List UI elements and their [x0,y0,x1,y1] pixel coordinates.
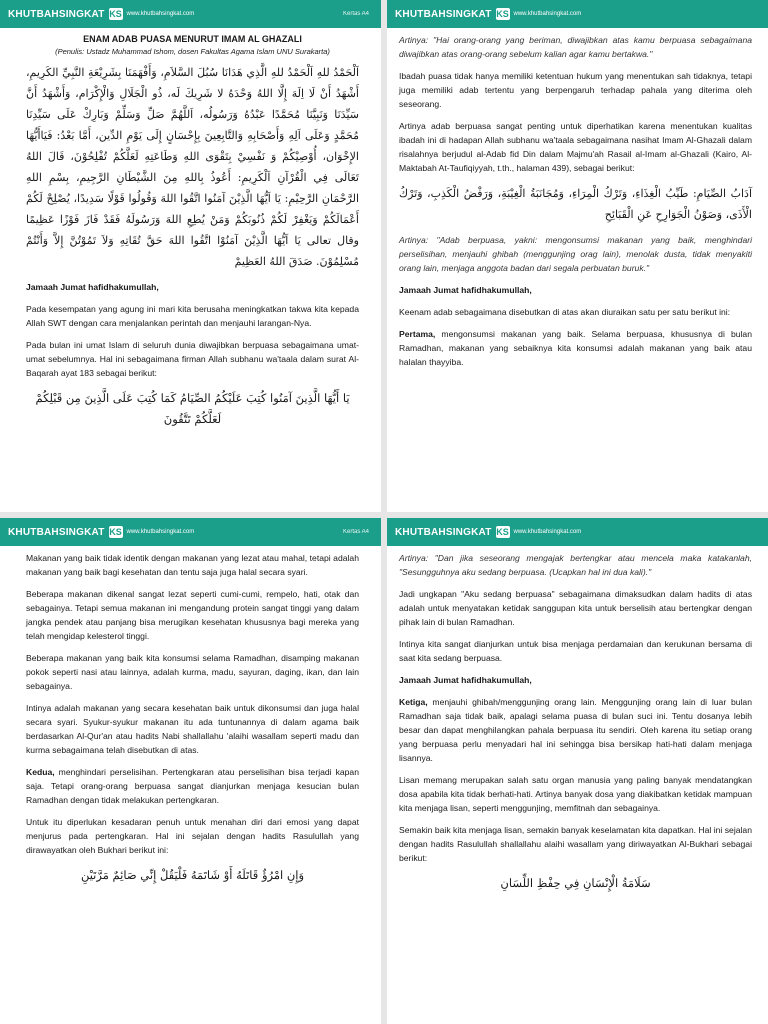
paragraph-third-adab [399,695,752,765]
logo-mark-icon: KS [496,9,509,19]
translation: Artinya: "Dan jika seseorang mengajak bertengkar atau mencela maka katakanlah, "Sesungguhnya aku sedang berpuasa. (Ucapkan hal ini dua kali)." [399,553,752,577]
page-3 [0,518,381,1024]
site-logo[interactable] [395,526,581,538]
logo-text: KHUTBAHSINGKAT [8,8,105,20]
paragraph: Lisan memang merupakan salah satu organ manusia yang paling banyak mendatangkan dosa apabila kita tidak berhati-hati. Artinya banyak dosa yang diakibatkan ketidak mampuan kita menjaga lisan, seperti menggunjing, memfitnah dan sebagainya. [399,775,752,813]
arabic-verse: يَا أَيُّهَا الَّذِينَ آمَنُوا كُتِبَ عَلَيْكُمُ الصِّيَامُ كَمَا كُتِبَ عَلَى الَّذِينَ مِن قَبْلِكُمْ لَعَلَّكُمْ تَتَّقُونَ [35,391,350,426]
paragraph: Pada kesempatan yang agung ini mari kita berusaha meningkatkan takwa kita kepada Allah SWT dengan cara menjalankan perintah dan menjauhi larangan-Nya. [26,304,359,328]
page-body [0,28,381,430]
greeting: Jamaah Jumat hafidhakumullah, [399,675,532,685]
site-logo[interactable] [8,8,194,20]
translation: Artinya: "Hai orang-orang yang beriman, diwajibkan atas kamu berpuasa sebagaimana diwajibkan atas orang-orang sebelum kalian agar kamu bertakwa." [399,35,752,59]
paragraph: Untuk itu diperlukan kesadaran penuh untuk menahan diri dari emosi yang dapat menjurus pada pertengkaran. Hal ini sejalan dengan hadits Rasulullah yang dirawayatkan oleh Bukhari berikut ini: [26,817,359,855]
site-logo[interactable] [395,8,581,20]
point-label: Kedua, [26,767,55,777]
paragraph: Jadi ungkapan "Aku sedang berpuasa" sebagaimana dimaksudkan dalam hadits di atas adalah untuk menyatakan ketidak sanggupan kita untuk berselisih atau bertengkar dengan pihak lain di bulan Ramadhan. [399,589,752,627]
point-text: menghindari perselisihan. Pertengkaran atau perselisihan bisa terjadi kapan saja. Tetapi orang-orang berpuasa sangat dianjurkan menjaga kesucian bulan Ramadhan dengan tidak melakukan pertengkaran. [26,767,359,805]
translation: Artinya: "Adab berpuasa, yakni: mengonsumsi makanan yang baik, menghindari perselisihan, menjauhi ghibah (menggunjing orag lain), menolak dusta, tidak menyakiti orang lain, menjaga anggota badan dari segala perbuatan buruk." [399,235,752,273]
site-url[interactable]: www.khutbahsingkat.com [513,11,582,17]
arabic-hadith: سَلَامَةُ الْإِنْسَانِ فِي حِفْظِ اللِّسَانِ [500,876,651,890]
paragraph-first-adab [399,327,752,369]
site-url[interactable]: www.khutbahsingkat.com [126,529,195,535]
document-title: ENAM ADAB PUASA MENURUT IMAM AL GHAZALI [83,34,302,44]
author-line: (Penulis: Ustadz Muhammad Ishom, dosen Fakultas Agama Islam UNU Surakarta) [55,47,330,56]
logo-mark-icon: KS [496,527,509,537]
paragraph: Intinya adalah makanan yang secara kesehatan baik untuk dikonsumsi dan juga halal secara syari. Syukur-syukur makanan itu ada tuntunannya di dalam agama baik berdasarkan Al-Qur'an atau hadits Nabi shallallahu 'alaihi wasallam seperti madu dan kurma sebagaimana telah disebutkan di atas. [26,703,359,755]
site-url[interactable]: www.khutbahsingkat.com [126,11,195,17]
page-4 [387,518,768,1024]
paper-size-label: Kertas A4 [342,529,369,535]
arabic-hadith: وَإِنِ امْرُؤٌ قَاتَلَهُ أَوْ شَاتَمَهُ فَلْيَقُلْ إِنِّي صَائِمٌ مَرَّتَيْنِ [80,868,305,882]
paragraph: Beberapa makanan dikenal sangat lezat seperti cumi-cumi, rempelo, hati, otak dan sebagainya. Tetapi semua makanan ini mengandung protein sangat tinggi yang dalam jangka pendek atau panjang bisa merugikan kesehatan khususnya bagi mereka yang telah mengidap kelesterol tinggi. [26,589,359,641]
paragraph: Pada bulan ini umat Islam di seluruh dunia diwajibkan berpuasa sebagaimana umat-umat sebelumnya. Hal ini sebagaimana firman Allah subhanu wa'taala dalam surat Al-Baqarah ayat 183 sebagai berikut: [26,340,359,378]
paragraph-second-adab [26,765,359,807]
page-header [387,518,768,546]
paragraph: Artinya adab berpuasa sangat penting untuk diperhatikan karena menentukan kualitas ibadah ini di hadapan Allah subhanu wa'taala sebagaimana nasihat Imam Al-Ghazali dalam risalahnya berjudul al-Adab fid Din dalam Majmu'ah Rasail al-Imam al-Ghazali (Kairo, Al-Maktabah At-Taufiqiyyah, t.th., halaman 439), sebagai berikut: [399,121,752,173]
page-body [387,546,768,894]
page-header [0,518,381,546]
arabic-adab: آدَابُ الصِّيَامِ: طَيِّبُ الْغِذَاءِ، وَتَرْكُ الْمِرَاءِ، وَمُجَانَبَةُ الْغِيْبَةِ، وَرَفْضُ الْكَذِبِ، وَتَرْكُ الْأَذَى، وَصَوْنُ الْجَوَارِحِ عَنِ الْقَبَائِحِ [399,187,752,221]
page-body [0,546,381,886]
page-header [387,0,768,28]
logo-text: KHUTBAHSINGKAT [395,8,492,20]
paragraph: Makanan yang baik tidak identik dengan makanan yang lezat atau mahal, tetapi adalah makanan yang baik bagi kesehatan dan tentu saja juga halal secara syari. [26,553,359,577]
page-body [387,28,768,369]
logo-mark-icon: KS [109,527,122,537]
page-2 [387,0,768,512]
paper-size-label: Kertas A4 [342,11,369,17]
point-label: Ketiga, [399,697,428,707]
logo-text: KHUTBAHSINGKAT [395,526,492,538]
paragraph: Keenam adab sebagaimana disebutkan di atas akan diuraikan satu per satu berikut ini: [399,307,731,317]
page-1 [0,0,381,512]
logo-mark-icon: KS [109,9,122,19]
paragraph: Semakin baik kita menjaga lisan, semakin banyak keselamatan kita dapatkan. Hal ini sejalan dengan hadits Rasulullah shallallahu alaihi wasallam yang diriwayatkan Al-Bukhari sebagai berikut: [399,825,752,863]
logo-text: KHUTBAHSINGKAT [8,526,105,538]
greeting: Jamaah Jumat hafidhakumullah, [399,285,532,295]
paragraph: Intinya kita sangat dianjurkan untuk bisa menjaga perdamaian dan kerukunan bersama di saat kita sedang berpuasa. [399,639,752,663]
point-text: menjauhi ghibah/menggunjing orang lain. Menggunjing orang lain di luar bulan Ramadhan saja tidak baik, apalagi selama puasa di bulan suci ini. Tentu dosanya lebih besar dan dapat menghilangkan pahala berpuasa itu sendiri. Oleh karena itu setiap orang yang berpuasa perlu menyadari hal ini sehingga bisa bersikap hati-hati dalam menjaga lisannya. [399,697,752,763]
greeting: Jamaah Jumat hafidhakumullah, [26,282,159,292]
site-url[interactable]: www.khutbahsingkat.com [513,529,582,535]
paragraph: Beberapa makanan yang baik kita konsumsi selama Ramadhan, disamping makanan pokok seperti nasi atau lainnya, adalah kurma, madu, sayuran, daging, ikan, dan lain sebagainya. [26,653,359,691]
page-header [0,0,381,28]
site-logo[interactable] [8,526,194,538]
paragraph: Ibadah puasa tidak hanya memiliki ketentuan hukum yang menentukan sah tidaknya, tetapi juga memiliki adab tertentu yang berpengaruh terhadap pahala yang diterima oleh seseorang. [399,71,752,109]
arabic-opening: اَلْحَمْدُ للهِ اَلْحَمْدُ للهِ الَّذِي هَدَانَا سُبُلَ السَّلاَمِ، وَأَفْهَمَنَا بِشَرِيْعَةِ النَّبِيِّ الكَرِيمِ، أَشْهَدُ أَنْ لَا اِلَهَ إِلَّا اللهُ وَحْدَهُ لا شَرِيكَ لَه، ذُو الْجَلَالِ وَالْإِكْرَام، وَأَشْهَدُ أَنَّ سَيِّدَنَا وَنَبِيَّنَا مُحَمَّدًا عَبْدُهُ وَرَسُولُه، اَللَّهُمَّ صَلِّ وَسَلِّمْ وَبَارِكْ عَلَى سَيِّدِنَا مُحَمَّدٍ وَعَلَى اَلِهِ وَأَصْحَابِهِ وَالتَّابِعِينَ بِإِحْسَانٍ إِلَى يَوْمِ الدِّين، أَمَّا بَعْدُ: فَيَاأَيُّهَا الإِخْوَان، أُوْصِيْكُمْ وَ نَفْسِيْ بِتَقْوَى اللهِ وَطَاعَتِهِ لَعَلَّكُمْ تُفْلِحُوْنَ، قَالَ اللهُ تَعَالَى فِي الْقُرْآنِ اَلْكَرِيمِ: أَعُوذُ بِاللهِ مِنَ الشَّيْطَانِ الرَّجِيمِ، بِسْمِ اللهِ الرَّحْمَانِ الرَّحِيْمِ: يَا اَيُّهَا الَّذِيْنَ آمَنُوا اتَّقُوا اللهَ وَقُولُوا قَوْلًا سَدِيدًا، يُصْلِحْ لَكُمْ أَعْمَالَكُمْ وَيَغْفِرْ لَكُمْ ذُنُوبَكُمْ وَمَنْ يُطِعِ اللهَ وَرَسُولَهُ فَقَدْ فَازَ فَوْزًا عَظِيمًا وقال تعالى يَا اَيُّهَا الَّذِيْنَ آمَنُوْا اتَّقُوا اللهَ حَقَّ تُقَاتِهِ وَلاَ تَمُوْتُنَّ إِلاَّ وَأَنْتُمْ مُسْلِمُوْنَ. صَدَقَ اللهُ العَظِيمْ [26,66,359,268]
point-text: mengonsumsi makanan yang baik. Selama berpuasa, khususnya di bulan Ramadhan, makanan yang sebaiknya kita konsumsi adalah makanan yang baik atau halalan thayyiba. [399,329,752,367]
point-label: Pertama, [399,329,436,339]
